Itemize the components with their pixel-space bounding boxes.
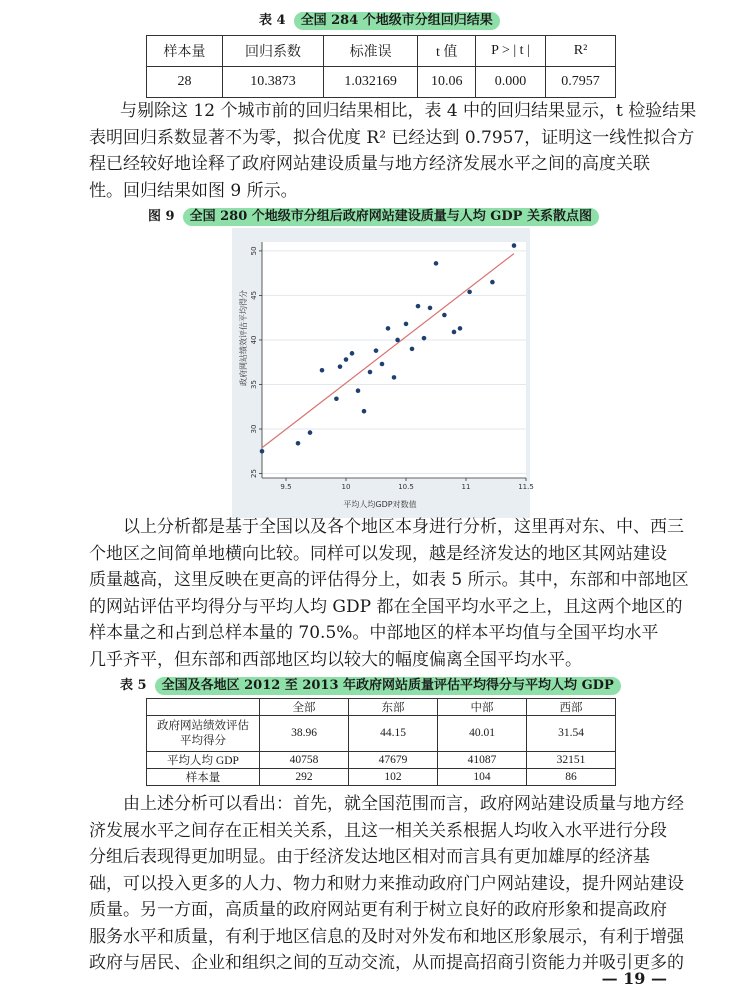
paragraph-line: 与剔除这 12 个城市前的回归结果相比，表 4 中的回归结果显示，t 检验结果 bbox=[120, 101, 697, 121]
scatter-point bbox=[416, 304, 421, 309]
table5-cell: 40.01 bbox=[438, 716, 527, 752]
table5-label: 表 5 bbox=[120, 678, 147, 693]
scatter-point bbox=[374, 348, 379, 353]
y-tick-label: 25 bbox=[250, 469, 258, 479]
table5-cell: 104 bbox=[438, 769, 527, 786]
table5-cell: 292 bbox=[260, 769, 349, 786]
table5-row-label-line2: 平均得分 bbox=[180, 734, 226, 747]
y-axis-label: 政府网站绩效评估平均得分 bbox=[239, 290, 248, 386]
scatter-point bbox=[422, 336, 427, 341]
table4-header-cell: P > | t | bbox=[475, 36, 545, 67]
scatter-point bbox=[296, 441, 301, 446]
table5-cell: 47679 bbox=[349, 752, 438, 769]
paragraph-line: 分组后表现得更加明显。由于经济发达地区相对而言具有更加雄厚的经济基 bbox=[89, 847, 650, 867]
table5-header-cell: 西部 bbox=[527, 699, 616, 716]
table4-cell: 0.7957 bbox=[546, 67, 616, 98]
paragraph-line: 个地区之间简单地横向比较。同样可以发现，越是经济发达的地区其网站建设 bbox=[89, 543, 667, 564]
scatter-point bbox=[350, 351, 355, 356]
scatter-point bbox=[404, 322, 409, 327]
x-tick-label: 11.5 bbox=[518, 483, 534, 491]
figure9-caption bbox=[148, 205, 599, 224]
table5-cell: 86 bbox=[527, 769, 616, 786]
table5-cell: 41087 bbox=[438, 752, 527, 769]
table5-cell: 44.15 bbox=[349, 716, 438, 752]
scatter-point bbox=[410, 347, 415, 352]
scatter-point bbox=[356, 388, 361, 393]
scatter-point bbox=[490, 280, 495, 285]
paragraph-line: 的网站评估平均得分与平均人均 GDP 都在全国平均水平之上，且这两个地区的 bbox=[89, 596, 683, 617]
paragraph-line: 质量越高，这里反映在更高的评估得分上，如表 5 所示。其中，东部和中部地区 bbox=[89, 570, 689, 590]
table4-data-row bbox=[147, 67, 616, 98]
table4-label: 表 4 bbox=[259, 13, 286, 28]
x-axis-label: 平均人均GDP对数值 bbox=[343, 500, 417, 509]
table5-cell: 31.54 bbox=[527, 716, 616, 752]
table4-cell: 0.000 bbox=[475, 67, 545, 98]
x-tick-label: 10.5 bbox=[398, 483, 414, 491]
scatter-point bbox=[467, 290, 472, 295]
y-tick-label: 35 bbox=[250, 380, 258, 389]
x-tick-label: 11 bbox=[461, 483, 471, 491]
scatter-point bbox=[362, 409, 367, 414]
table5-cell: 38.96 bbox=[260, 716, 349, 752]
scatter-point bbox=[320, 368, 325, 373]
scatter-point bbox=[428, 306, 433, 311]
scatter-point bbox=[260, 449, 265, 454]
scatter-chart bbox=[232, 228, 534, 518]
scatter-point bbox=[442, 313, 447, 318]
table5-row bbox=[147, 769, 616, 786]
paragraph-line: 表明回归系数显著不为零，拟合优度 R² 已经达到 0.7957，证明这一线性拟合方 bbox=[89, 127, 695, 148]
scatter-point bbox=[452, 330, 457, 335]
y-tick-label: 45 bbox=[250, 290, 258, 300]
table5-header-row bbox=[147, 699, 616, 716]
table4-cell: 10.3873 bbox=[223, 67, 324, 98]
table5-row-label-line1: 政府网站绩效评估 bbox=[157, 719, 249, 732]
paragraph-line: 以上分析都是基于全国以及各个地区本身进行分析，这里再对东、中、西三 bbox=[123, 517, 684, 537]
scatter-point bbox=[434, 261, 439, 266]
scatter-point bbox=[344, 357, 349, 362]
scatter-point bbox=[338, 364, 343, 369]
table5-cell: 102 bbox=[349, 769, 438, 786]
scatter-point bbox=[308, 430, 313, 435]
paragraph-line: 础，可以投入更多的人力、物力和财力来推动政府门户网站建设，提升网站建设 bbox=[89, 873, 684, 894]
table5-cell: 40758 bbox=[260, 752, 349, 769]
table4-header-cell: 样本量 bbox=[147, 36, 223, 67]
table4 bbox=[146, 35, 616, 98]
table4-cell: 10.06 bbox=[418, 67, 475, 98]
table5-header-cell: 东部 bbox=[349, 699, 438, 716]
table4-header-cell: 回归系数 bbox=[223, 36, 324, 67]
table4-cell: 1.032169 bbox=[323, 67, 418, 98]
scatter-point bbox=[395, 338, 400, 343]
scatter-point bbox=[458, 326, 463, 331]
figure9-label: 图 9 bbox=[148, 209, 175, 224]
table5 bbox=[146, 698, 616, 786]
table4-title: 全国 284 个地级市分组回归结果 bbox=[294, 12, 500, 30]
paragraph-2 bbox=[89, 514, 689, 673]
plot-area bbox=[262, 242, 526, 478]
paragraph-line: 几乎齐平，但东部和西部地区均以较大的幅度偏离全国平均水平。 bbox=[89, 649, 582, 670]
table5-header-cell: 中部 bbox=[438, 699, 527, 716]
table5-cell: 32151 bbox=[527, 752, 616, 769]
table5-row-label: 样本量 bbox=[147, 769, 260, 786]
scatter-point bbox=[334, 396, 339, 401]
paragraph-line: 程已经较好地诠释了政府网站建设质量与地方经济发展水平之间的高度关联 bbox=[89, 154, 650, 174]
table5-row bbox=[147, 752, 616, 769]
figure9-title: 全国 280 个地级市分组后政府网站建设质量与人均 GDP 关系散点图 bbox=[183, 208, 599, 226]
x-tick-label: 10 bbox=[341, 483, 351, 491]
table5-caption bbox=[120, 674, 621, 693]
scatter-point bbox=[392, 375, 397, 380]
scatter-point bbox=[368, 370, 373, 375]
table4-header-cell: R² bbox=[546, 36, 616, 67]
table4-caption bbox=[259, 9, 500, 28]
x-tick-label: 9.5 bbox=[280, 483, 292, 491]
table5-row-label: 平均人均 GDP bbox=[147, 752, 260, 769]
table5-header-cell: 全部 bbox=[260, 699, 349, 716]
table5-row bbox=[147, 716, 616, 752]
paragraph-line: 由上述分析可以看出：首先，就全国范围而言，政府网站建设质量与地方经 bbox=[123, 794, 684, 814]
table4-header-cell: 标准误 bbox=[323, 36, 418, 67]
paragraph-3 bbox=[89, 791, 684, 977]
scatter-point bbox=[512, 243, 517, 248]
table5-row-label bbox=[147, 716, 260, 752]
table4-cell: 28 bbox=[147, 67, 223, 98]
paragraph-line: 政府与居民、企业和组织之间的互动交流，从而提高招商引资能力并吸引更多的 bbox=[89, 953, 684, 973]
paragraph-1 bbox=[89, 98, 697, 204]
paragraph-line: 服务水平和质量，有利于地区信息的及时对外发布和地区形象展示，有利于增强 bbox=[89, 926, 684, 947]
paragraph-line: 样本量之和占到总样本量的 70.5%。中部地区的样本平均值与全国平均水平 bbox=[89, 623, 659, 643]
table5-header-cell bbox=[147, 699, 260, 716]
scatter-point bbox=[380, 362, 385, 367]
y-tick-label: 40 bbox=[250, 335, 258, 345]
scatter-point bbox=[386, 326, 391, 331]
table4-header-cell: t 值 bbox=[418, 36, 475, 67]
table5-title: 全国及各地区 2012 至 2013 年政府网站质量评估平均得分与平均人均 GDP bbox=[155, 677, 621, 695]
paragraph-line: 济发展水平之间存在正相关关系，且这一相关关系根据人均收入水平进行分段 bbox=[89, 820, 667, 841]
table4-header-row bbox=[147, 36, 616, 67]
paragraph-line: 质量。另一方面，高质量的政府网站更有利于树立良好的政府形象和提高政府 bbox=[89, 900, 667, 920]
y-tick-label: 50 bbox=[250, 246, 258, 256]
page-number: — 19 — bbox=[601, 969, 667, 988]
y-tick-label: 30 bbox=[250, 424, 258, 434]
paragraph-line: 性。回归结果如图 9 所示。 bbox=[89, 180, 298, 201]
